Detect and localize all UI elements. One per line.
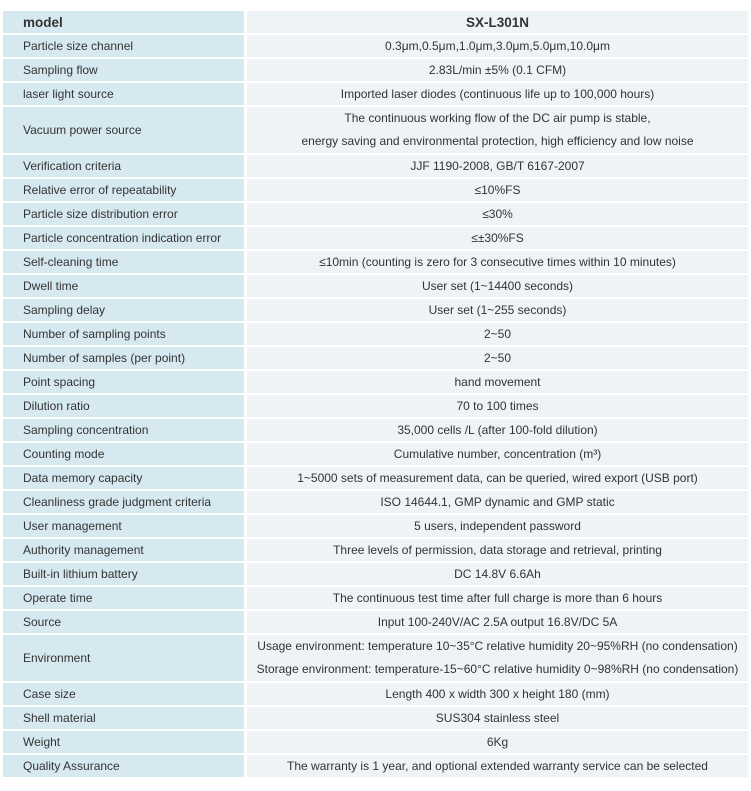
spec-label: Quality Assurance xyxy=(3,755,244,777)
spec-label: Sampling concentration xyxy=(3,419,244,441)
spec-label: Shell material xyxy=(3,707,244,729)
spec-label: Relative error of repeatability xyxy=(3,179,244,201)
spec-value: 6Kg xyxy=(247,731,748,753)
table-row xyxy=(3,371,748,393)
spec-value: DC 14.8V 6.6Ah xyxy=(247,563,748,585)
spec-value: 70 to 100 times xyxy=(247,395,748,417)
spec-label: Particle size channel xyxy=(3,35,244,57)
table-row xyxy=(3,275,748,297)
table-row xyxy=(3,323,748,345)
spec-value: ISO 14644.1, GMP dynamic and GMP static xyxy=(247,491,748,513)
spec-label: Particle size distribution error xyxy=(3,203,244,225)
spec-value-line: The continuous working flow of the DC air pump is stable, xyxy=(344,111,651,125)
table-row xyxy=(3,731,748,753)
spec-value: SUS304 stainless steel xyxy=(247,707,748,729)
spec-value: The warranty is 1 year, and optional extended warranty service can be selected xyxy=(247,755,748,777)
spec-label: Number of samples (per point) xyxy=(3,347,244,369)
table-row xyxy=(3,251,748,273)
spec-label: Self-cleaning time xyxy=(3,251,244,273)
spec-value: 2~50 xyxy=(247,347,748,369)
spec-label: Environment xyxy=(3,635,244,681)
spec-value-line: Usage environment: temperature 10~35°C relative humidity 20~95%RH (no condensation) xyxy=(257,639,738,653)
spec-value: Input 100-240V/AC 2.5A output 16.8V/DC 5A xyxy=(247,611,748,633)
spec-label: Dilution ratio xyxy=(3,395,244,417)
table-row xyxy=(3,59,748,81)
spec-table-body xyxy=(3,11,748,777)
table-row xyxy=(3,491,748,513)
table-row xyxy=(3,539,748,561)
spec-value: 5 users, independent password xyxy=(247,515,748,537)
spec-label: Sampling flow xyxy=(3,59,244,81)
spec-table xyxy=(0,9,751,779)
spec-value: Length 400 x width 300 x height 180 (mm) xyxy=(247,683,748,705)
spec-value: The continuous test time after full charge is more than 6 hours xyxy=(247,587,748,609)
spec-label: Built-in lithium battery xyxy=(3,563,244,585)
table-row xyxy=(3,35,748,57)
spec-label: Vacuum power source xyxy=(3,107,244,153)
table-row xyxy=(3,107,748,153)
spec-value: hand movement xyxy=(247,371,748,393)
header-label: model xyxy=(3,11,244,33)
spec-label: Authority management xyxy=(3,539,244,561)
spec-label: Weight xyxy=(3,731,244,753)
spec-label: Cleanliness grade judgment criteria xyxy=(3,491,244,513)
table-row xyxy=(3,635,748,681)
table-row xyxy=(3,299,748,321)
table-row xyxy=(3,179,748,201)
table-row xyxy=(3,419,748,441)
table-row xyxy=(3,515,748,537)
table-row xyxy=(3,611,748,633)
spec-value: 2.83L/min ±5% (0.1 CFM) xyxy=(247,59,748,81)
spec-label: Source xyxy=(3,611,244,633)
spec-label: Operate time xyxy=(3,587,244,609)
spec-label: Counting mode xyxy=(3,443,244,465)
table-row xyxy=(3,467,748,489)
table-row xyxy=(3,707,748,729)
spec-value: User set (1~255 seconds) xyxy=(247,299,748,321)
spec-label: Case size xyxy=(3,683,244,705)
table-row xyxy=(3,683,748,705)
spec-value: Three levels of permission, data storage and retrieval, printing xyxy=(247,539,748,561)
spec-value: 35,000 cells /L (after 100-fold dilution) xyxy=(247,419,748,441)
table-row xyxy=(3,755,748,777)
spec-label: Verification criteria xyxy=(3,155,244,177)
spec-value-line: energy saving and environmental protection, high efficiency and low noise xyxy=(301,134,694,148)
table-header-row xyxy=(3,11,748,33)
spec-label: Data memory capacity xyxy=(3,467,244,489)
spec-value: ≤30% xyxy=(247,203,748,225)
spec-value xyxy=(247,107,748,153)
spec-value: Cumulative number, concentration (m³) xyxy=(247,443,748,465)
spec-value: ≤10%FS xyxy=(247,179,748,201)
header-value: SX-L301N xyxy=(247,11,748,33)
table-row xyxy=(3,203,748,225)
spec-value xyxy=(247,635,748,681)
spec-label: Number of sampling points xyxy=(3,323,244,345)
spec-label: Dwell time xyxy=(3,275,244,297)
spec-label: Particle concentration indication error xyxy=(3,227,244,249)
spec-label: laser light source xyxy=(3,83,244,105)
spec-label: Sampling delay xyxy=(3,299,244,321)
spec-value: Imported laser diodes (continuous life up to 100,000 hours) xyxy=(247,83,748,105)
spec-value: 1~5000 sets of measurement data, can be queried, wired export (USB port) xyxy=(247,467,748,489)
spec-value-line: Storage environment: temperature-15~60°C relative humidity 0~98%RH (no condensation) xyxy=(256,662,739,676)
spec-label: User management xyxy=(3,515,244,537)
table-row xyxy=(3,395,748,417)
spec-value: ≤10min (counting is zero for 3 consecutive times within 10 minutes) xyxy=(247,251,748,273)
spec-value: 0.3μm,0.5μm,1.0μm,3.0μm,5.0μm,10.0μm xyxy=(247,35,748,57)
spec-value: ≤±30%FS xyxy=(247,227,748,249)
spec-value: JJF 1190-2008, GB/T 6167-2007 xyxy=(247,155,748,177)
spec-value: User set (1~14400 seconds) xyxy=(247,275,748,297)
table-row xyxy=(3,563,748,585)
spec-value: 2~50 xyxy=(247,323,748,345)
table-row xyxy=(3,587,748,609)
table-row xyxy=(3,83,748,105)
spec-label: Point spacing xyxy=(3,371,244,393)
table-row xyxy=(3,443,748,465)
table-row xyxy=(3,155,748,177)
table-row xyxy=(3,227,748,249)
table-row xyxy=(3,347,748,369)
